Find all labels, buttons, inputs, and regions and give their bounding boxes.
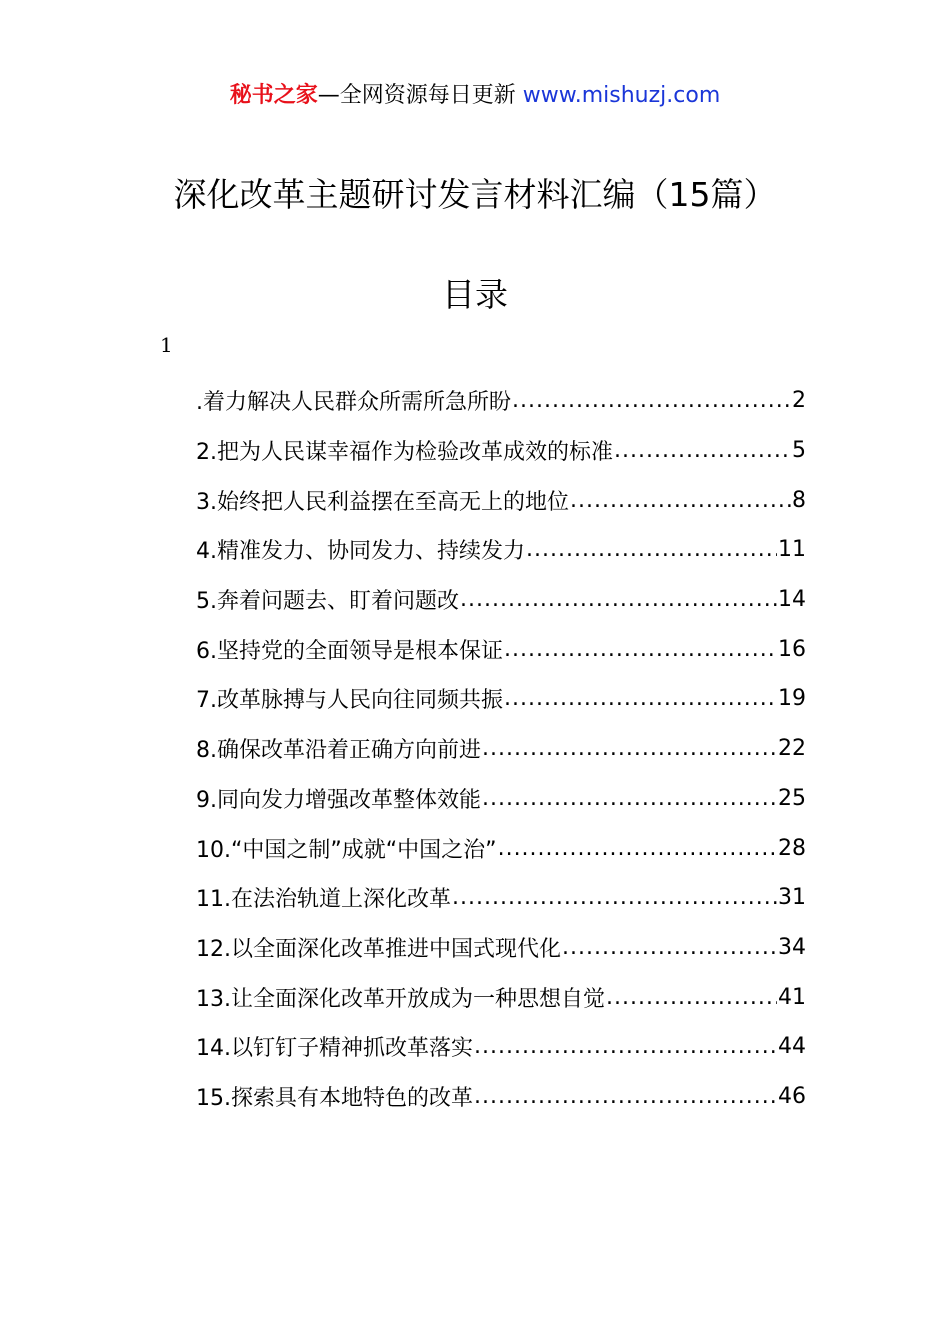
toc-dot-leader xyxy=(614,438,791,463)
toc-entry[interactable] xyxy=(196,376,806,426)
toc-entry-label: 2.把为人民谋幸福作为检验改革成效的标准 xyxy=(196,440,613,466)
toc-entry-label: .着力解决人民群众所需所急所盼 xyxy=(196,390,511,416)
page-marker: 1 xyxy=(160,333,173,357)
document-title: 深化改革主题研讨发言材料汇编（15篇） xyxy=(173,175,777,214)
toc-entry-label: 8.确保改革沿着正确方向前进 xyxy=(196,738,481,764)
toc-entry-label: 9.同向发力增强改革整体效能 xyxy=(196,787,481,813)
toc-entry[interactable] xyxy=(196,972,806,1022)
toc-entry-page: 28 xyxy=(778,835,806,861)
toc-dot-leader xyxy=(474,1084,777,1109)
toc-dot-leader xyxy=(482,786,777,811)
toc-entry-label: 11.在法治轨道上深化改革 xyxy=(196,887,451,913)
toc-entry-label: 6.坚持党的全面领导是根本保证 xyxy=(196,638,503,664)
toc-dot-leader xyxy=(482,736,777,761)
toc-entry[interactable] xyxy=(196,624,806,674)
toc-entry[interactable] xyxy=(196,1022,806,1072)
toc-entry[interactable] xyxy=(196,823,806,873)
toc-entry-label: 4.精准发力、协同发力、持续发力 xyxy=(196,539,525,565)
toc-dot-leader xyxy=(526,537,777,562)
toc-dot-leader xyxy=(570,488,791,513)
toc-entry-page: 41 xyxy=(778,984,806,1010)
toc-entry[interactable] xyxy=(196,426,806,476)
toc-entry[interactable] xyxy=(196,724,806,774)
toc-entry-page: 16 xyxy=(778,636,806,662)
toc-entry-page: 19 xyxy=(778,686,806,712)
toc-entry-label: 3.始终把人民利益摆在至高无上的地位 xyxy=(196,489,569,515)
toc-dot-leader xyxy=(606,985,777,1010)
site-header xyxy=(0,78,950,114)
toc-entry-page: 5 xyxy=(792,438,806,464)
toc-entry[interactable] xyxy=(196,774,806,824)
toc-entry[interactable] xyxy=(196,475,806,525)
toc-entry[interactable] xyxy=(196,873,806,923)
toc-entry-page: 46 xyxy=(778,1083,806,1109)
toc-entry-page: 8 xyxy=(792,487,806,513)
toc-entry-label: 7.改革脉搏与人民向往同频共振 xyxy=(196,688,503,714)
toc-entry-page: 25 xyxy=(778,785,806,811)
toc-dot-leader xyxy=(498,836,777,861)
toc-heading: 目录 xyxy=(442,275,508,314)
toc-entry[interactable] xyxy=(196,525,806,575)
toc-entry-label: 15.探索具有本地特色的改革 xyxy=(196,1085,473,1111)
toc-dot-leader xyxy=(504,637,777,662)
toc-entry-page: 22 xyxy=(778,736,806,762)
toc-entry-page: 11 xyxy=(778,537,806,563)
toc-dot-leader xyxy=(562,935,777,960)
toc-entry-label: 13.让全面深化改革开放成为一种思想自觉 xyxy=(196,986,605,1012)
site-tagline: —全网资源每日更新 xyxy=(317,83,523,108)
toc-entry[interactable] xyxy=(196,1072,806,1122)
toc-entry[interactable] xyxy=(196,575,806,625)
site-url-link[interactable]: www.mishuzj.com xyxy=(522,83,721,108)
table-of-contents xyxy=(196,376,806,1121)
toc-dot-leader xyxy=(460,587,777,612)
toc-dot-leader xyxy=(474,1034,777,1059)
brand-name: 秘书之家 xyxy=(229,83,318,108)
toc-entry-page: 34 xyxy=(778,934,806,960)
toc-dot-leader xyxy=(452,885,777,910)
toc-entry-page: 31 xyxy=(778,885,806,911)
toc-entry-page: 44 xyxy=(778,1034,806,1060)
toc-entry-page: 2 xyxy=(792,388,806,414)
toc-entry-label: 5.奔着问题去、盯着问题改 xyxy=(196,589,459,615)
toc-entry-label: 10.“中国之制”成就“中国之治” xyxy=(196,837,497,863)
toc-entry-label: 14.以钉钉子精神抓改革落实 xyxy=(196,1036,473,1062)
toc-dot-leader xyxy=(512,388,791,413)
toc-entry[interactable] xyxy=(196,923,806,973)
toc-entry[interactable] xyxy=(196,674,806,724)
toc-dot-leader xyxy=(504,686,777,711)
toc-entry-page: 14 xyxy=(778,587,806,613)
toc-entry-label: 12.以全面深化改革推进中国式现代化 xyxy=(196,936,561,962)
